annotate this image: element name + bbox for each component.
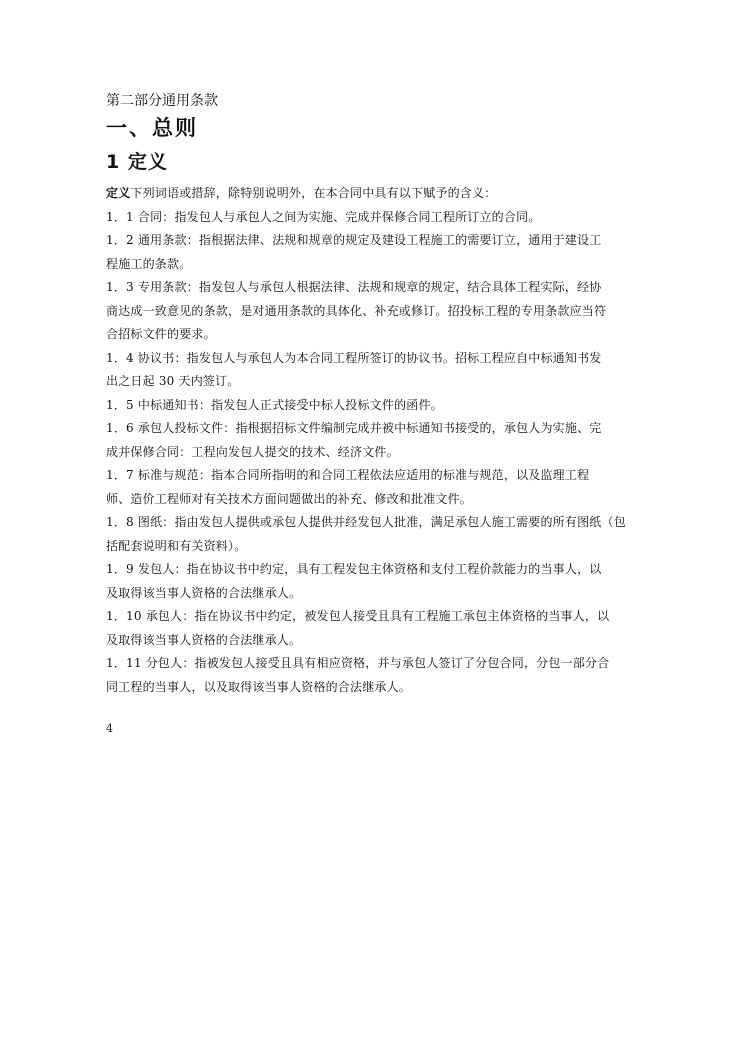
clause-line: 1．7 标准与规范：指本合同所指明的和合同工程依法应适用的标准与规范，以及监理工程: [106, 468, 590, 482]
clause-line: 1．10 承包人：指在协议书中约定，被发包人接受且具有工程施工承包主体资格的当事人，以: [106, 609, 610, 623]
section-body: [106, 182, 648, 699]
chapter-title: 一、总则: [106, 116, 198, 140]
clause-line: 成并保修合同：工程向发包人提交的技术、经济文件。: [106, 444, 399, 459]
clause-line: 1．4 协议书：指发包人与承包人为本合同工程所签订的协议书。招标工程应自中标通知书发: [106, 350, 602, 365]
clause-line: 1．9 发包人：指在协议书中约定，具有工程发包主体资格和支付工程价款能力的当事人，以: [106, 562, 602, 576]
clause-line: 1．2 通用条款：指根据法律、法规和规章的规定及建设工程施工的需要订立，通用于建设工: [106, 233, 602, 247]
clause-line: 及取得该当事人资格的合法继承人。: [106, 632, 302, 647]
intro-text: 下列词语或措辞，除特别说明外，在本合同中具有以下赋予的含义：: [130, 186, 497, 200]
clause-line: 1．3 专用条款：指发包人与承包人根据法律、法规和规章的规定，结合具体工程实际，经协: [106, 280, 602, 294]
clause-line: 合招标文件的要求。: [106, 327, 216, 341]
clause-line: 1．5 中标通知书：指发包人正式接受中标人投标文件的函件。: [106, 397, 443, 412]
clause-line: 商达成一致意见的条款，是对通用条款的具体化、补充或修订。招投标工程的专用条款应当符: [106, 303, 607, 318]
intro-paragraph: [106, 182, 648, 206]
clause-line: 1．8 图纸：指由发包人提供或承包人提供并经发包人批准，满足承包人施工需要的所有图纸（包: [106, 515, 626, 529]
clause-paragraph: [106, 558, 648, 605]
clause-line: 同工程的当事人，以及取得该当事人资格的合法继承人。: [106, 679, 412, 694]
part-title: 第二部分通用条款: [106, 93, 218, 109]
clause-line: 师、造价工程师对有关技术方面问题做出的补充、修改和批准文件。: [106, 491, 473, 506]
clause-paragraph: [106, 394, 648, 418]
intro-term: 定义: [106, 186, 131, 200]
clause-line: 1．6 承包人投标文件：指根据招标文件编制完成并被中标通知书接受的，承包人为实施、完: [106, 421, 602, 435]
clause-list: [106, 206, 648, 700]
clause-paragraph: [106, 605, 648, 652]
clause-paragraph: [106, 464, 648, 511]
page-number: 4: [106, 722, 113, 735]
clause-paragraph: [106, 417, 648, 464]
clause-paragraph: [106, 652, 648, 699]
clause-line: 1．1 合同：指发包人与承包人之间为实施、完成并保修合同工程所订立的合同。: [106, 209, 541, 224]
clause-line: 1．11 分包人：指被发包人接受且具有相应资格，并与承包人签订了分包合同，分包一部分合: [106, 656, 610, 670]
clause-line: 括配套说明和有关资料）。: [106, 538, 247, 553]
clause-line: 出之日起 30 天内签订。: [106, 374, 240, 388]
section-title: 1 定义: [106, 151, 168, 173]
clause-paragraph: [106, 206, 648, 230]
clause-line: 及取得该当事人资格的合法继承人。: [106, 585, 302, 600]
clause-paragraph: [106, 347, 648, 394]
clause-line: 程施工的条款。: [106, 256, 192, 271]
clause-paragraph: [106, 511, 648, 558]
clause-paragraph: [106, 229, 648, 276]
clause-paragraph: [106, 276, 648, 347]
